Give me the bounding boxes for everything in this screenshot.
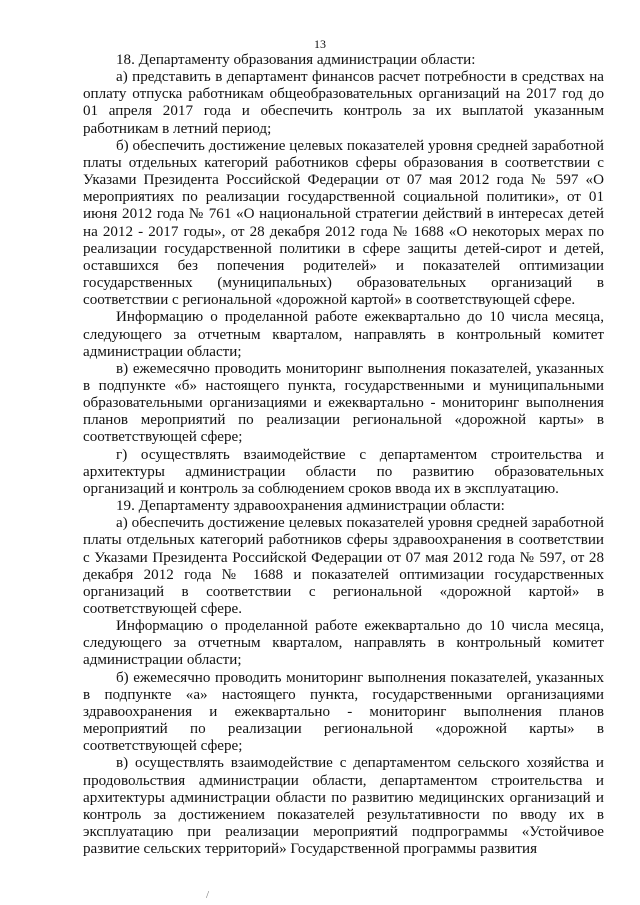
paragraph-18b-report: Информацию о проделанной работе ежеквартально до 10 числа месяца, следующего за отчетным кварталом, направлять в контрольный комитет администрации области; (83, 309, 604, 360)
paragraph-18-heading: 18. Департаменту образования администрации области: (116, 52, 476, 68)
document-body (83, 52, 604, 858)
paragraph-19a: а) обеспечить достижение целевых показателей уровня средней заработной платы отдельных категорий работников сферы здравоохранения в соответствии с Указами Президента Российской Федерации от 07 мая 2012 года № 597, от 28 декабря 2012 года № 1688 и показателей оптимизации государственных организаций в соответствии с региональной «дорожной картой» в соответствующей сфере. (83, 515, 604, 617)
paragraph-18v: в) ежемесячно проводить мониторинг выполнения показателей, указанных в подпункте «б» настоящего пункта, государственными и муниципальными образовательными организациями и ежеквартально - мониторинг выполнения планов мероприятий по реализации региональной «дорожной карты» в соответствующей сфере; (83, 360, 604, 446)
bottom-mark: / (206, 889, 210, 901)
page-number: 13 (314, 37, 326, 51)
paragraph-19-heading: 19. Департаменту здравоохранения администрации области: (116, 498, 505, 515)
paragraph-19b: б) ежемесячно проводить мониторинг выполнения показателей, указанных в подпункте «а» настоящего пункта, государственными организациями здравоохранения и ежеквартально - мониторинг выполнения планов мероприятий по реализации региональной «дорожной карты» в соответствующей сфере; (83, 669, 604, 755)
paragraph-19a-report: Информацию о проделанной работе ежеквартально до 10 числа месяца, следующего за отчетным кварталом, направлять в контрольный комитет администрации области; (83, 618, 604, 669)
paragraph-18a: а) представить в департамент финансов расчет потребности в средствах на оплату отпуска работникам общеобразовательных организаций на 2017 год до 01 апреля 2017 года и обеспечить контроль за их выплатой указанным работникам в летний период; (83, 69, 604, 137)
paragraph-19v: в) осуществлять взаимодействие с департаментом сельского хозяйства и продовольствия администрации области, департаментом строительства и архитектуры администрации области по развитию медицинских организаций и контроль за достижением показателей результативности по вводу их в эксплуатацию при реализации мероприятий подпрограммы «Устойчивое развитие сельских территорий» Государственной программы развития (83, 755, 604, 858)
paragraph-18b: б) обеспечить достижение целевых показателей уровня средней заработной платы отдельных категорий работников сферы образования в соответствии с Указами Президента Российской Федерации от 07 мая 2012 года № 597 «О мероприятиях по реализации государственной социальной политики», от 01 июня 2012 года № 761 «О национальной стратегии действий в интересах детей на 2012 - 2017 годы», от 28 декабря 2012 года № 1688 «О некоторых мерах по реализации государственной политики в сфере защиты детей-сирот и детей, оставшихся без попечения родителей» и показателей оптимизации государственных (муниципальных) образовательных организаций в соответствии с региональной «дорожной картой» в соответствующей сфере. (83, 137, 604, 309)
paragraph-18g: г) осуществлять взаимодействие с департаментом строительства и архитектуры администрации области по развитию образовательных организаций и контроль за соблюдением сроков ввода их в эксплуатацию. (83, 446, 604, 497)
